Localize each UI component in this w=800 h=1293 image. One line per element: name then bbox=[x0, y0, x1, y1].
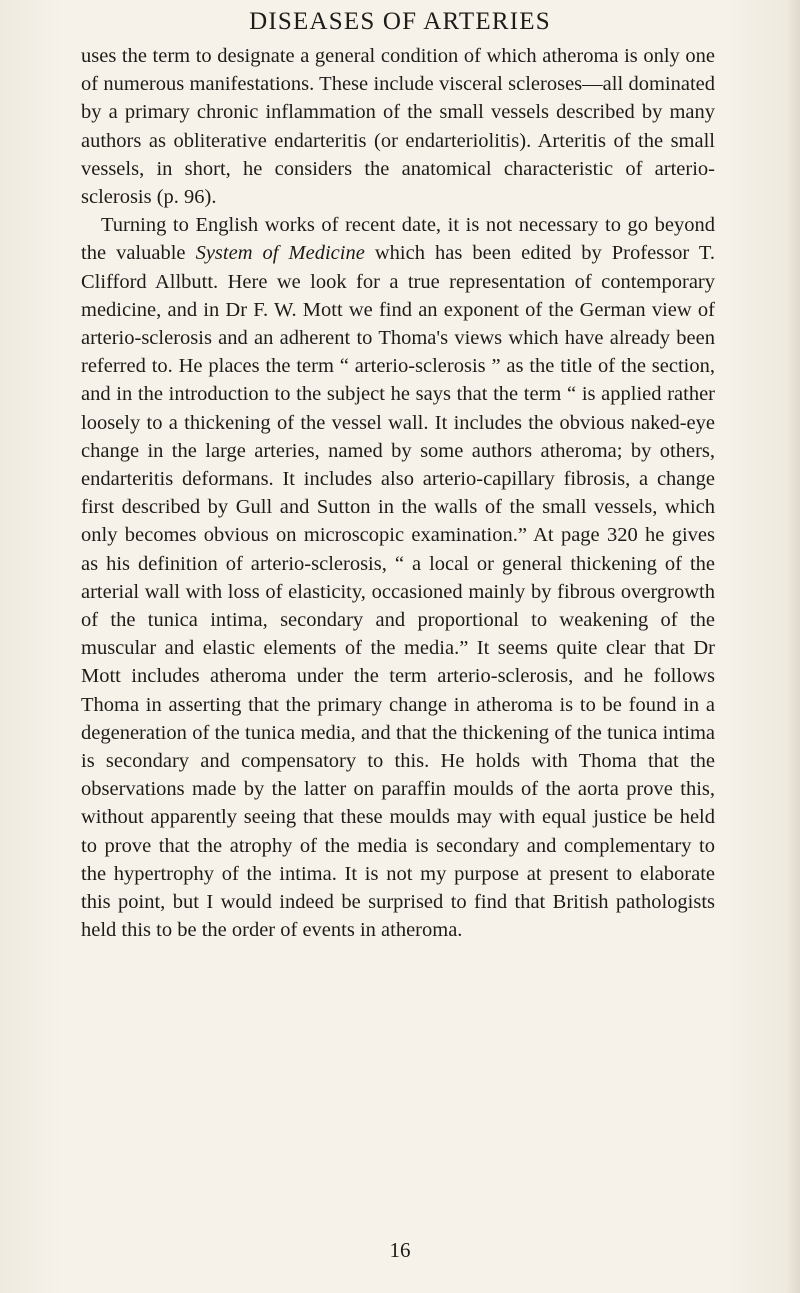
paragraph-2-part-2: which has been edited by Professor T. Clifford Allbutt. Here we look for a true representation of contemporary medicine, and in Dr F. W. Mott we find an exponent of the German view of arterio-sclerosis and an adherent to Thoma's views which have already been referred to. He places the term “ arterio-sclerosis ” as the title of the section, and in the introduction to the subject he says that the term “ is applied rather loosely to a thickening of the vessel wall. It includes the obvious naked-eye change in the large arteries, named by some authors atheroma; by others, endarteritis deformans. It includes also arterio-capillary fibrosis, a change first described by Gull and Sutton in the walls of the small vessels, which only becomes obvious on microscopic examination.” At page 320 he gives as his definition of arterio-sclerosis, “ a local or general thickening of the arterial wall with loss of elasticity, occasioned mainly by fibrous overgrowth of the tunica intima, secondary and proportional to weakening of the muscular and elastic elements of the media.” It seems quite clear that Dr Mott includes atheroma under the term arterio-sclerosis, and he follows Thoma in asserting that the primary change in atheroma is to be found in a degeneration of the tunica media, and that the thickening of the tunica intima is secondary and compensatory to this. He holds with Thoma that the observations made by the latter on paraffin moulds of the aorta prove this, without apparently seeing that these moulds may with equal justice be held to prove that the atrophy of the media is secondary and complementary to the hypertrophy of the intima. It is not my purpose at present to elaborate this point, but I would indeed be surprised to find that British pathologists held this to be the order of events in atheroma. bbox=[81, 242, 716, 942]
page-edge-shadow bbox=[786, 0, 800, 1293]
running-head: DISEASES OF ARTERIES bbox=[249, 8, 551, 35]
book-title-italic: System of Medicine bbox=[195, 242, 365, 265]
page-number: 16 bbox=[389, 1238, 411, 1262]
paragraph-1: uses the term to designate a general condition of which atheroma is only one of numerous manifestations. These include visceral scleroses—all dominated by a primary chronic inflammation of the small vessels described by many authors as obliterative endarteritis (or endarteriolitis). Arteritis of the small vessels, in short, he considers the anatomical characteristic of arterio-sclerosis (p. 96). bbox=[81, 45, 715, 209]
paragraph-2-part-1: Turning to English works of recent date, it is not necessary to go beyond the valuable bbox=[81, 214, 715, 265]
body-text bbox=[81, 42, 715, 945]
paragraph-2 bbox=[81, 211, 715, 944]
